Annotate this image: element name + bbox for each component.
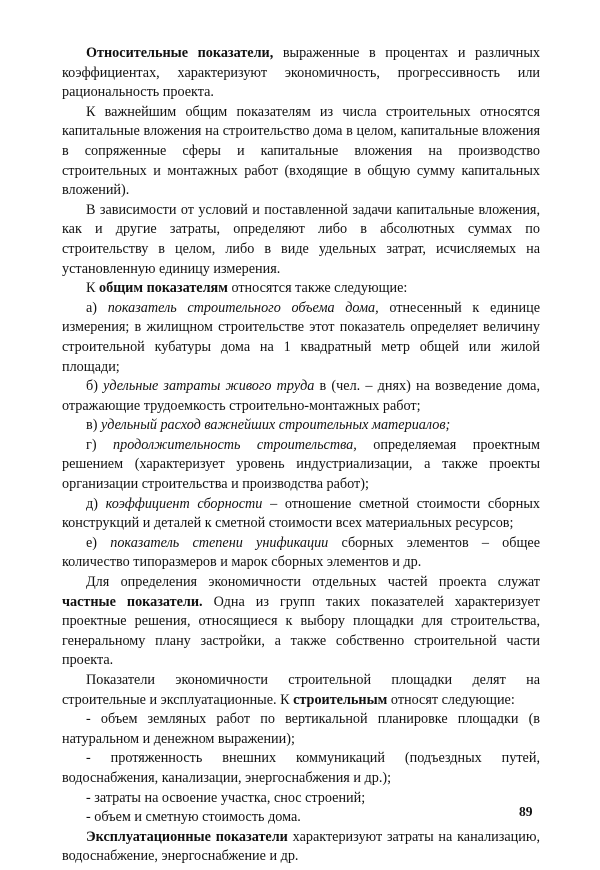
term-relative-indicators: Относительные показатели, [86, 45, 274, 61]
paragraph-operational-indicators: Эксплуатационные показатели характеризуют затраты на канализацию, водоснабжение, энергоснабжение и др. [62, 828, 540, 865]
term-general-indicators: общим показателям [99, 280, 228, 297]
list-item-g: г) продолжительность строительства, определяемая проектным решением (характеризует уровень индустриализации, а также проекты организации строительства и производства работ); [62, 436, 540, 493]
list-item-e: е) показатель степени унификации сборных элементов – общее количество типоразмеров и марок сборных элементов и др. [62, 534, 540, 571]
paragraph-general-indicators: К общим показателям относятся также следующие: [86, 280, 408, 297]
list-item-b: б) удельные затраты живого труда в (чел. – днях) на возведение дома, отражающие трудоемкость строительно-монтажных работ; [62, 378, 540, 414]
paragraph-capital-investment: К важнейшим общим показателям из числа строительных относятся капитальные вложения на строительство дома в целом, капитальные вложения в сопряженные сферы и капитальные вложения на производство строительных и монтажных работ (входящие в общую сумму капитальных вложений). [62, 103, 540, 199]
paragraph-partial-indicators: Для определения экономичности отдельных частей проекта служат частные показатели. Одна из групп таких показателей характеризует проектные решения, относящиеся к выбору площадки для строительства, генеральному плану застройки, а также собственно строительной части проекта. [62, 574, 540, 669]
paragraph-relative-indicators: Относительные показатели, выраженные в процентах и различных коэффициентах, характеризуют экономичность, прогрессивность или рациональность проекта. [62, 45, 541, 101]
paragraph-site-indicators: Показатели экономичности строительной площадки делят на строительные и эксплуатационные. К строительным относят следующие: [62, 672, 540, 708]
term-operational-indicators: Эксплуатационные показатели [86, 828, 288, 845]
dash-item-house-cost: - объем и сметную стоимость дома. [86, 809, 301, 826]
term-construction: строительным [293, 691, 388, 708]
page-body [62, 44, 540, 867]
dash-item-communications: - протяженность внешних коммуникаций (подъездных путей, водоснабжения, канализации, энергоснабжения и др.); [62, 750, 540, 786]
dash-item-site-costs: - затраты на освоение участка, снос строений; [86, 789, 366, 806]
list-item-v: в) удельный расход важнейших строительных материалов; [86, 417, 451, 434]
dash-item-earthworks: - объем земляных работ по вертикальной планировке площадки (в натуральном и денежном выражении); [62, 711, 540, 747]
list-item-d: д) коэффициент сборности – отношение сметной стоимости сборных конструкций и деталей к сметной стоимости всех материальных ресурсов; [62, 495, 540, 532]
page-number: 89 [519, 804, 533, 819]
paragraph-conditions: В зависимости от условий и поставленной задачи капитальные вложения, как и другие затраты, определяют либо в абсолютных суммах по строительству в целом, либо в виде удельных затрат, исчисляемых на установленную единицу измерения. [62, 201, 540, 277]
term-partial-indicators: частные показатели. [62, 593, 203, 610]
list-item-a: а) показатель строительного объема дома, отнесенный к единице измерения; в жилищном строительстве этот показатель определяет величину строительной кубатуры дома на 1 квадратный метр общей или жилой площади; [62, 299, 540, 375]
